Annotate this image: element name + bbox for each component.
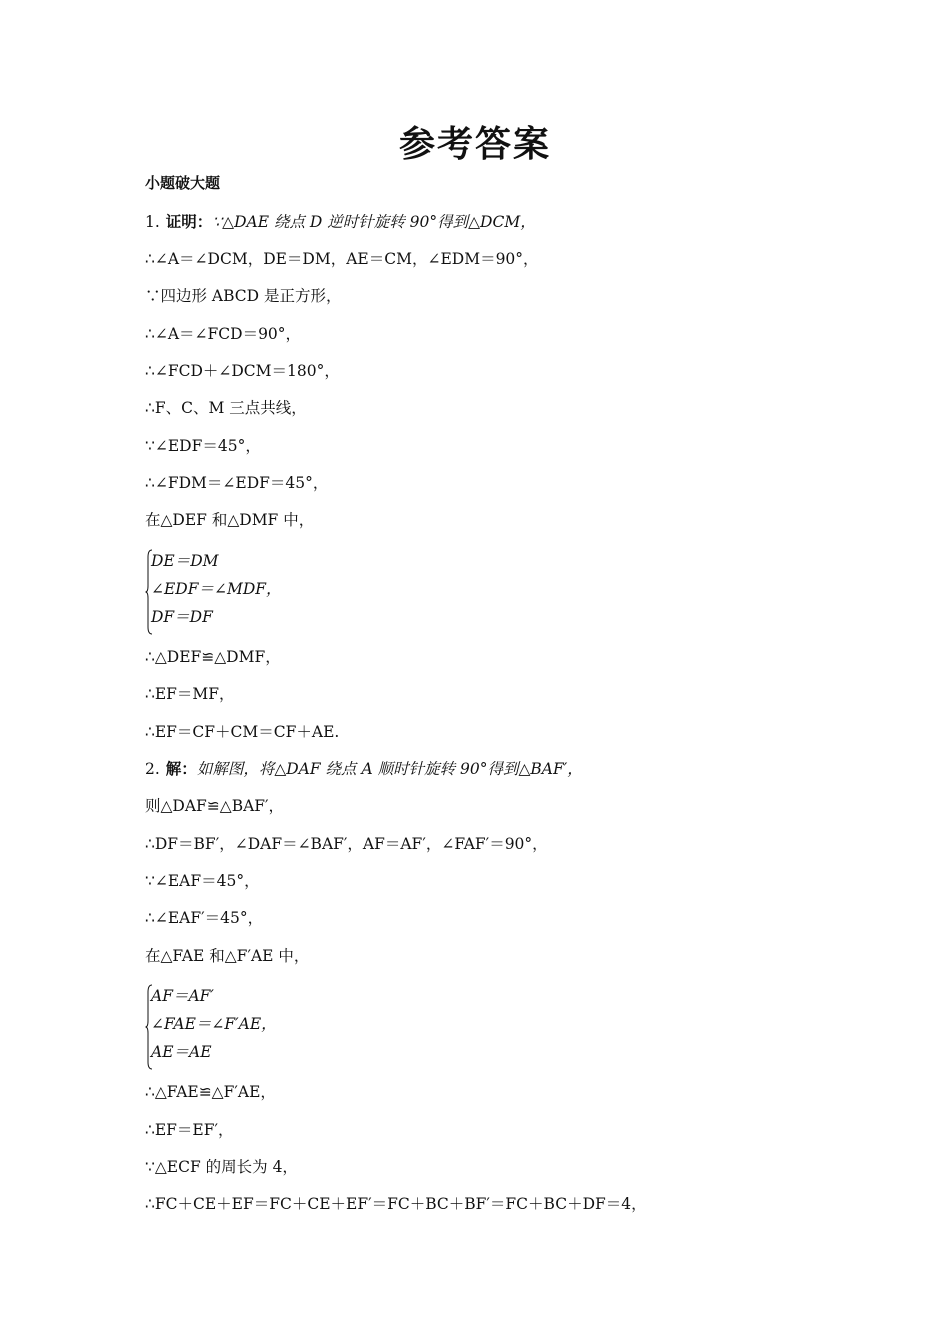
system-row-2: ∠EDF＝∠MDF， [151,580,282,598]
problem-2-line-7: ∴△FAE≌△F′AE， [145,1083,276,1101]
problem-2-line-9: ∵△ECF 的周长为 4， [145,1158,298,1176]
problem-2-equation-system [145,984,445,1070]
problem-1-line-8: ∴∠FDM＝∠EDF＝45°， [145,474,329,492]
problem-1-keyword: 证明： [165,213,213,231]
problem-2-line-2: 则△DAF≌△BAF′， [145,797,285,815]
system-row-2: ∠FAE＝∠F′AE， [151,1015,277,1033]
problem-1-text: ∵△DAE 绕点 D 逆时针旋转 90°得到△DCM， [212,213,536,231]
problem-1-line-7: ∵∠EDF＝45°， [145,437,261,455]
problem-1-line-1 [145,212,536,232]
system-row-1: AF＝AF′ [151,987,214,1005]
problem-1-line-4: ∴∠A＝∠FCD＝90°， [145,325,302,343]
problem-1-line-6: ∴F、C、M 三点共线， [145,399,307,417]
problem-1-line-2: ∴∠A＝∠DCM，DE＝DM，AE＝CM，∠EDM＝90°， [145,250,539,268]
problem-2-line-5: ∴∠EAF′＝45°， [145,909,264,927]
problem-2-line-6: 在△FAE 和△F′AE 中， [145,947,310,965]
problem-2-line-4: ∵∠EAF＝45°， [145,872,260,890]
problem-2-line-10: ∴FC＋CE＋EF＝FC＋CE＋EF′＝FC＋BC＋BF′＝FC＋BC＋DF＝4， [145,1195,647,1213]
problem-2-number: 2. [145,760,160,778]
problem-2-line-1 [145,759,583,779]
problem-1-line-11: ∴EF＝MF， [145,685,235,703]
problem-1-line-3: ∵四边形 ABCD 是正方形， [145,287,342,305]
problem-1-line-10: ∴△DEF≌△DMF， [145,648,281,666]
problem-1-line-9: 在△DEF 和△DMF 中， [145,511,315,529]
section-heading: 小题破大题 [145,174,221,192]
problem-1-equation-system [145,549,445,635]
problem-2-text: 如解图，将△DAF 绕点 A 顺时针旋转 90°得到△BAF′， [196,760,583,778]
system-row-3: DF＝DF [151,608,213,626]
problem-1-number: 1. [145,213,160,231]
problem-1-line-5: ∴∠FCD＋∠DCM＝180°， [145,362,340,380]
problem-2-line-3: ∴DF＝BF′，∠DAF＝∠BAF′，AF＝AF′，∠FAF′＝90°， [145,835,548,853]
problem-2-keyword: 解： [165,760,197,778]
problem-2-line-8: ∴EF＝EF′， [145,1121,234,1139]
problem-1-line-12: ∴EF＝CF＋CM＝CF＋AE. [145,723,340,741]
system-row-3: AE＝AE [151,1043,212,1061]
system-row-1: DE＝DM [151,552,219,570]
page-title: 参考答案 [398,123,551,165]
